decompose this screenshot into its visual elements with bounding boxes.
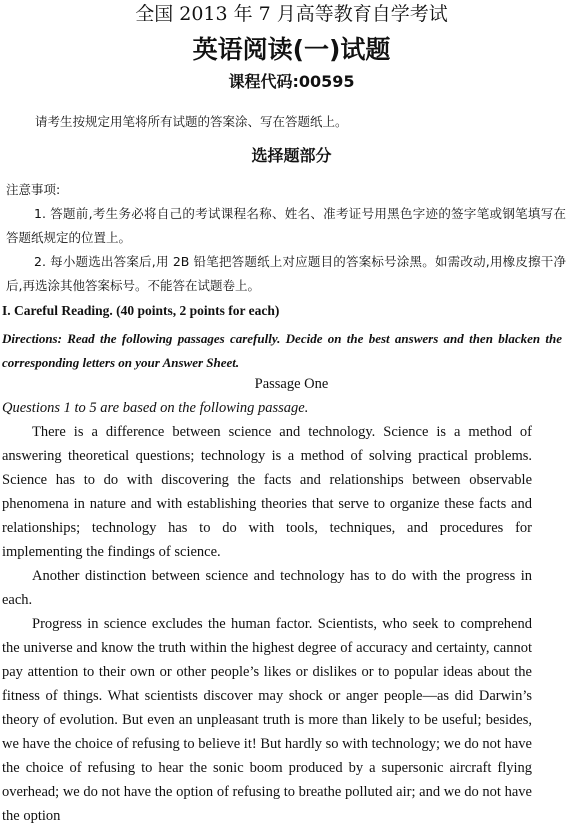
passage-paragraph-1: There is a difference between science and technology. Science is a method of answering theoretical questions; technology is a method of solving practical problems. Science has to do with discovering the facts and relationships between observable phenomena in nature and with establishing theories that serve to organize these facts and relationships; technology has to do with tools, techniques, and procedures for implementing the findings of science. bbox=[2, 424, 532, 560]
exam-header-line: 全国 2013 年 7 月高等教育自学考试 bbox=[135, 3, 448, 25]
passage-title: Passage One bbox=[254, 376, 329, 392]
passage-paragraph-3: Progress in science excludes the human factor. Scientists, who seek to comprehend the universe and know the truth within the highest degree of accuracy and certainty, cannot pay attention to their own or other people’s likes or dislikes or to popular ideas about the fitness of things. What scientists discover may shock or anger people—as did Darwin’s theory of evolution. But even an unpleasant truth is more than likely to be useful; besides, we have the choice of refusing to believe it! But hardly so with technology; we do not have the choice of refusing to hear the sonic boom produced by a supersonic aircraft flying overhead; we do not have the option of refusing to breathe polluted air; and we do not have the option bbox=[2, 616, 532, 824]
course-code: 课程代码:00595 bbox=[228, 72, 355, 91]
exam-subject-title: 英语阅读(一)试题 bbox=[192, 35, 391, 64]
passage-paragraph-2: Another distinction between science and technology has to do with the progress in each. bbox=[2, 568, 532, 608]
section-title: 选择题部分 bbox=[251, 146, 332, 165]
note-item-2: 2. 每小题选出答案后,用 2B 铅笔把答题纸上对应题目的答案标号涂黑。如需改动,用橡皮擦干净后,再选涂其他答案标号。不能答在试题卷上。 bbox=[6, 254, 566, 293]
part-title: I. Careful Reading. (40 points, 2 points for each) bbox=[2, 303, 280, 318]
notes-title: 注意事项: bbox=[6, 182, 61, 197]
questions-note: Questions 1 to 5 are based on the following passage. bbox=[2, 400, 309, 416]
directions: Directions: Read the following passages carefully. Decide on the best answers and then blacken the corresponding letters on your Answer Sheet. bbox=[2, 331, 562, 370]
note-item-1: 1. 答题前,考生务必将自己的考试课程名称、姓名、准考证号用黑色字迹的签字笔或钢笔填写在答题纸规定的位置上。 bbox=[6, 206, 566, 245]
answer-instruction: 请考生按规定用笔将所有试题的答案涂、写在答题纸上。 bbox=[35, 114, 348, 129]
